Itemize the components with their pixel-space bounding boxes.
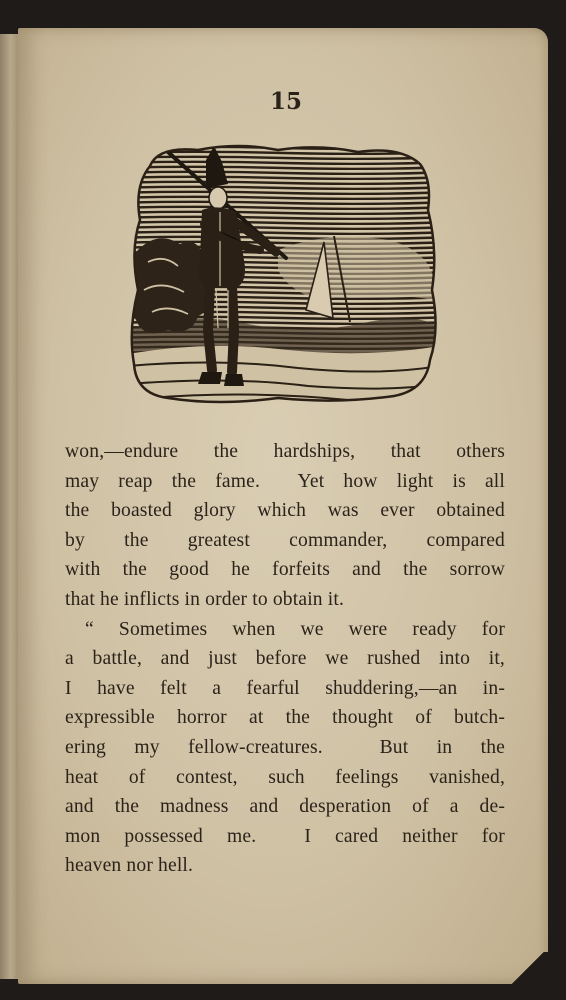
text-line-4: by the greatest commander, compared: [65, 529, 505, 551]
page-number: 15: [269, 88, 302, 115]
text-line-12: heat of contest, such feelings vanished,: [65, 766, 505, 788]
text-line-15: heaven nor hell.: [65, 855, 194, 877]
text-line-6: that he inflicts in order to obtain it.: [65, 588, 345, 610]
text-line-9: I have felt a fearful shuddering,—an in-: [65, 677, 505, 699]
previous-page-edge: [0, 34, 18, 979]
text-line-2: may reap the fame. Yet how light is all: [65, 470, 505, 492]
worn-page-corner: [504, 952, 550, 986]
text-line-3: the boasted glory which was ever obtained: [65, 500, 505, 522]
text-line-1: won,—endure the hardships, that others: [65, 441, 505, 462]
body-text: [65, 437, 505, 881]
text-line-11: ering my fellow-creatures. But in the: [65, 736, 505, 758]
text-line-10: expressible horror at the thought of butch-: [65, 707, 505, 729]
text-line-14: mon possessed me. I cared neither for: [65, 825, 505, 847]
text-line-13: and the madness and desperation of a de-: [65, 796, 505, 818]
woodcut-illustration: [128, 140, 440, 406]
text-line-8: a battle, and just before we rushed into it,: [65, 648, 505, 670]
text-line-5: with the good he forfeits and the sorrow: [65, 559, 505, 581]
text-line-7: “ Sometimes when we were ready for: [85, 618, 505, 640]
book-page: [18, 28, 548, 984]
